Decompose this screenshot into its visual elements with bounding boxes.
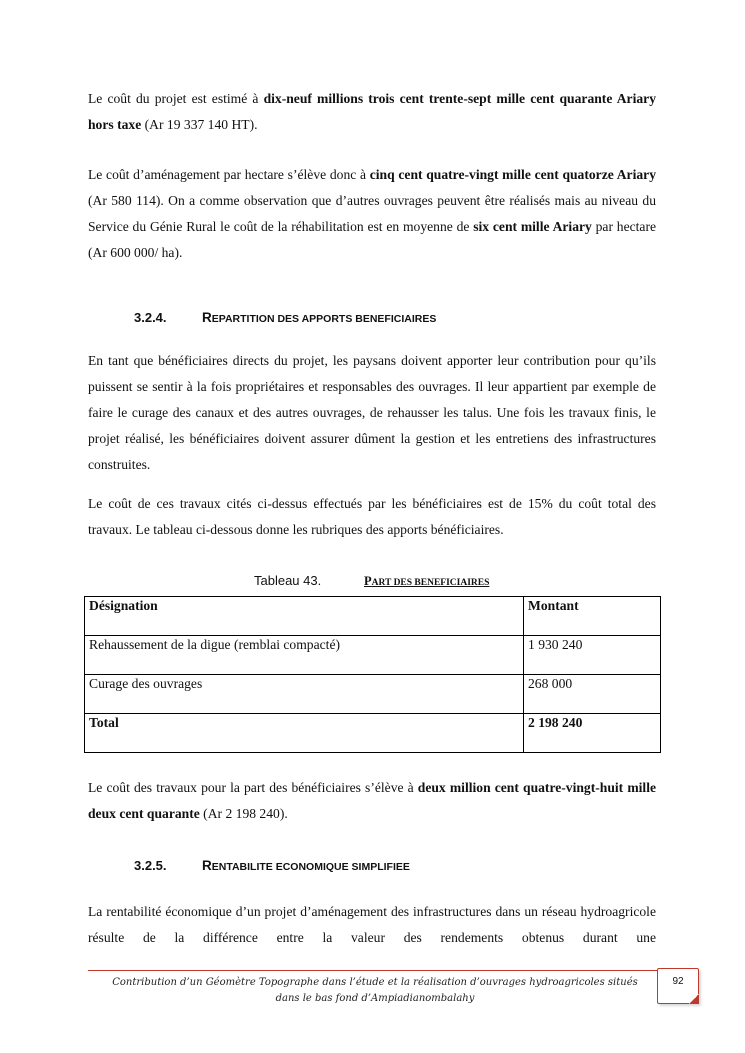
section-title-initial: R <box>202 310 212 325</box>
paragraph-economic-profitability: La rentabilité économique d’un projet d’aménagement des infrastructures dans un réseau hydroagricole résulte de la différence entre la valeur des rendements obtenus durant une <box>88 904 656 945</box>
paragraph-beneficiaries-share: Le coût de ces travaux cités ci-dessus effectués par les bénéficiaires est de 15% du coût total des travaux. Le tableau ci-dessous donne les rubriques des apports bénéficiaires. <box>88 496 656 537</box>
section-title: EPARTITION DES APPORTS BENEFICIAIRES <box>211 313 437 325</box>
section-heading-3-2-4 <box>134 310 436 325</box>
bold-text: cinq cent quatre-vingt mille cent quatorze Ariary <box>369 167 656 182</box>
caption-rest: ART DES BENEFICIAIRES <box>371 578 490 588</box>
header-designation: Désignation <box>85 597 524 636</box>
cell-amount: 268 000 <box>524 675 661 714</box>
cell-designation: Rehaussement de la digue (remblai compacté) <box>85 636 524 675</box>
text: (Ar 2 198 240). <box>199 806 288 821</box>
total-label: Total <box>85 714 524 753</box>
table-row <box>85 675 661 714</box>
page-number-badge <box>657 968 699 1004</box>
bold-text: deux million cent quatre-vingt-huit mille deux cent quarante <box>88 780 657 821</box>
paragraph-beneficiaries-role: En tant que bénéficiaires directs du projet, les paysans doivent apporter leur contribution pour qu’ils puissent se sentir à la fois propriétaires et responsables des ouvrages. Il leur appartient par exemple de faire le curage des canaux et des autres ouvrages, de rehausser les talus. Une fois les travaux finis, le projet réalisé, les bénéficiaires doivent assurer dûment la gestion et les entretiens des infrastructures construites. <box>88 353 656 472</box>
cell-designation: Curage des ouvrages <box>85 675 524 714</box>
text: (Ar 19 337 140 HT). <box>141 117 258 132</box>
section-number: 3.2.4. <box>134 310 167 325</box>
text: par hectare (Ar 600 000/ ha). <box>88 219 657 260</box>
bold-text: dix-neuf millions trois cent trente-sept mille cent quarante Ariary hors taxe <box>88 91 656 132</box>
section-number: 3.2.5. <box>134 858 167 873</box>
cell-amount: 1 930 240 <box>524 636 661 675</box>
text: (Ar 580 114). On a comme observation que d’autres ouvrages peuvent être réalisés mais au niveau du Service du Génie Rural le coût de la réhabilitation est en moyenne de <box>88 193 656 234</box>
paragraph-beneficiaries-cost <box>88 775 656 827</box>
section-title-initial: R <box>202 858 212 873</box>
paragraph-project-cost <box>88 86 656 138</box>
table-row <box>85 636 661 675</box>
table-header-row <box>85 597 661 636</box>
footer-divider <box>88 970 684 971</box>
paragraph-cost-per-hectare <box>88 162 656 266</box>
table-caption-label: Tableau 43. <box>254 573 322 588</box>
header-amount: Montant <box>524 597 661 636</box>
section-heading-3-2-5 <box>134 858 410 873</box>
beneficiaries-table <box>84 596 661 753</box>
caption-initial: P <box>364 574 372 588</box>
text: Le coût d’aménagement par hectare s’élève donc à <box>88 167 370 182</box>
page-number: 92 <box>672 976 684 987</box>
bold-text: six cent mille Ariary <box>473 219 592 234</box>
total-amount: 2 198 240 <box>524 714 661 753</box>
text: Le coût des travaux pour la part des bénéficiaires s’élève à <box>88 780 418 795</box>
page-curl-icon <box>689 994 699 1004</box>
footer-text: Contribution d’un Géomètre Topographe dans l’étude et la réalisation d’ouvrages hydroagricoles situés dans le bas fond d’Ampiadianombalahy <box>112 977 638 1004</box>
table-total-row <box>85 714 661 753</box>
text: Le coût du projet est estimé à <box>88 91 264 106</box>
section-title: ENTABILITE ECONOMIQUE SIMPLIFIEE <box>211 861 410 873</box>
table-caption <box>254 573 489 589</box>
table-caption-title <box>364 574 489 588</box>
